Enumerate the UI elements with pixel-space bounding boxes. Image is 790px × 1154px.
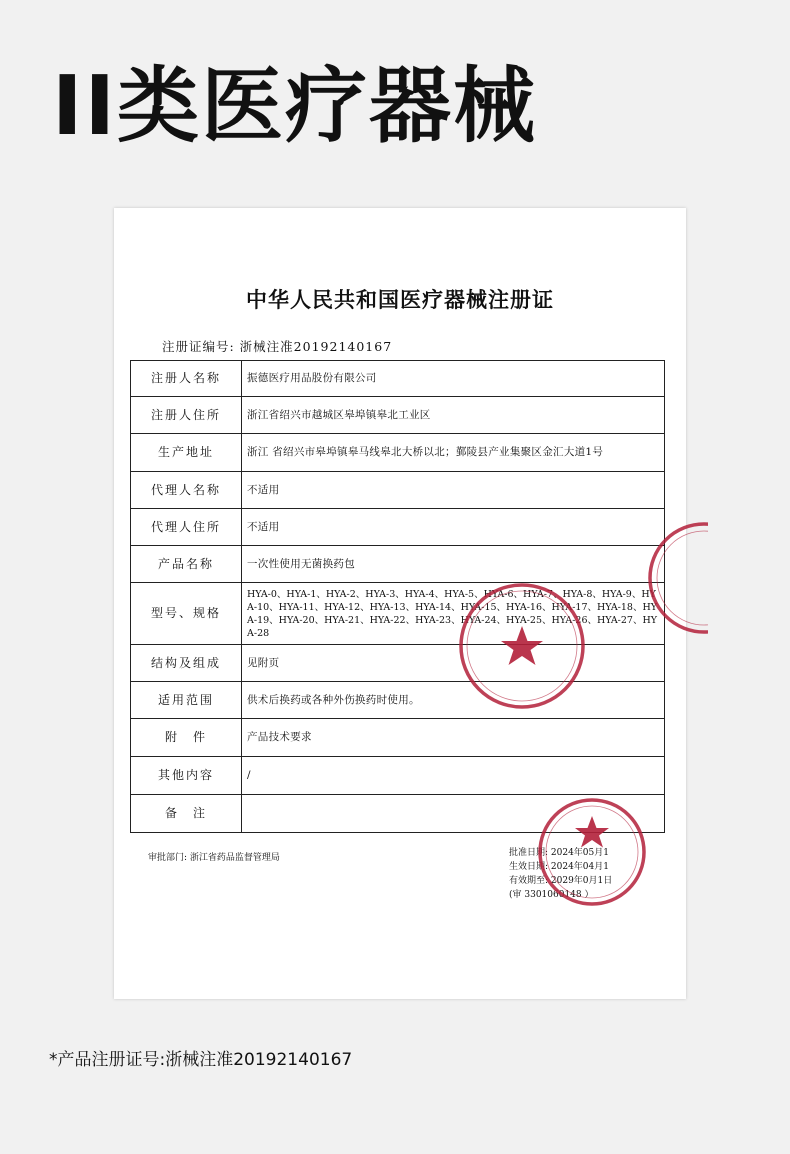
row-label: 型号、规格 <box>131 583 242 645</box>
table-row <box>131 361 665 397</box>
certificate-title: 中华人民共和国医疗器械注册证 <box>246 287 554 312</box>
registration-footnote: *产品注册证号:浙械注准20192140167 <box>49 1050 353 1070</box>
table-row <box>131 472 665 509</box>
row-label: 备 注 <box>131 795 242 833</box>
approval-date: 批准日期: 2024年05月1 <box>509 848 609 858</box>
row-value: 见附页 <box>242 645 665 682</box>
table-row <box>131 434 665 472</box>
row-value: 不适用 <box>242 509 665 546</box>
row-label: 附 件 <box>131 719 242 757</box>
row-value: 不适用 <box>242 472 665 509</box>
row-label: 代理人名称 <box>131 472 242 509</box>
row-label: 产品名称 <box>131 546 242 583</box>
row-value: 供术后换药或各种外伤换药时使用。 <box>242 682 665 719</box>
row-value: / <box>242 757 665 795</box>
row-value: 浙江省绍兴市越城区皋埠镇皋北工业区 <box>242 397 665 434</box>
row-label: 注册人住所 <box>131 397 242 434</box>
edge-seal-icon <box>644 516 708 640</box>
row-value: 产品技术要求 <box>242 719 665 757</box>
row-value: 一次性使用无菌换药包 <box>242 546 665 583</box>
valid-until-date: 有效期至: 2029年0月1日 <box>509 876 613 886</box>
table-row <box>131 546 665 583</box>
bureau-seal-icon <box>536 796 648 908</box>
row-label: 结构及组成 <box>131 645 242 682</box>
row-label: 代理人住所 <box>131 509 242 546</box>
table-row <box>131 509 665 546</box>
effective-date: 生效日期: 2024年04月1 <box>509 862 609 872</box>
table-row <box>131 757 665 795</box>
row-label: 适用范围 <box>131 682 242 719</box>
row-value: 浙江 省绍兴市皋埠镇皋马线皋北大桥以北；鄞陵县产业集聚区金汇大道1号 <box>242 434 665 472</box>
approval-department: 审批部门: 浙江省药品监督管理局 <box>148 853 280 863</box>
row-label: 生产地址 <box>131 434 242 472</box>
page-heading: II类医疗器械 <box>52 59 538 154</box>
row-value: 振德医疗用品股份有限公司 <box>242 361 665 397</box>
row-label: 注册人名称 <box>131 361 242 397</box>
table-row <box>131 719 665 757</box>
company-seal-icon <box>456 580 588 712</box>
table-row <box>131 397 665 434</box>
registration-number: 注册证编号: 浙械注准20192140167 <box>162 339 393 354</box>
certificate-sheet <box>114 208 686 999</box>
row-label: 其他内容 <box>131 757 242 795</box>
seal-code-line: (审 3301060148 ） <box>509 890 594 900</box>
row-value: HYA-0、HYA-1、HYA-2、HYA-3、HYA-4、HYA-5、HYA-6、HYA-7、HYA-8、HYA-9、HYA-10、HYA-11、HYA-12、HYA-13、HYA-14、HYA-15、HYA-16、HYA-17、HYA-18、HYA-19、HYA-20、HYA-21、HYA-22、HYA-23、HYA-24、HYA-25、HYA-26、HYA-27、HYA-28 <box>242 583 665 645</box>
